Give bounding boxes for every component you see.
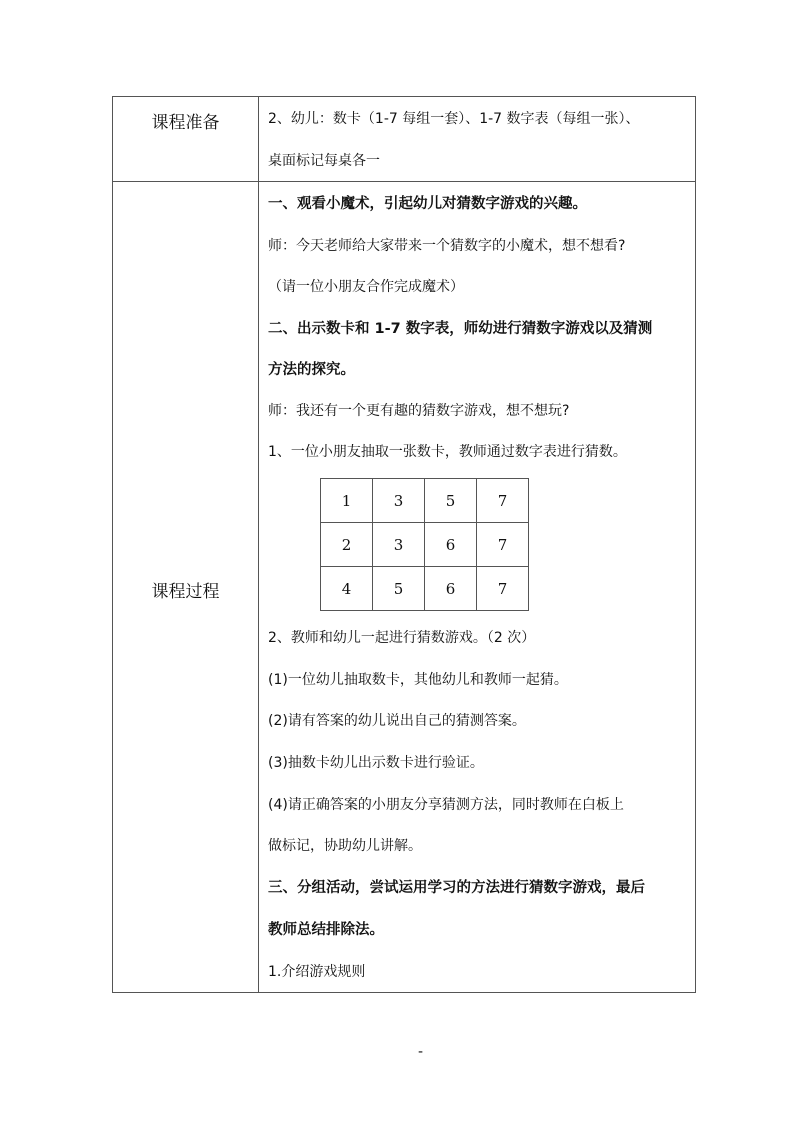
process-line: (1)一位幼儿抽取数卡，其他幼儿和教师一起猜。 <box>268 672 568 688</box>
process-line: (2)请有答案的幼儿说出自己的猜测答案。 <box>268 713 526 729</box>
number-table-row <box>321 567 529 611</box>
process-line: (3)抽数卡幼儿出示数卡进行验证。 <box>268 755 484 771</box>
column-divider <box>258 97 259 992</box>
number-cell: 7 <box>477 523 529 567</box>
process-line: 师：我还有一个更有趣的猜数字游戏，想不想玩? <box>268 403 570 419</box>
process-line: 师：今天老师给大家带来一个猜数字的小魔术，想不想看? <box>268 238 626 254</box>
preparation-line-2: 桌面标记每桌各一 <box>268 153 380 169</box>
row-label-process: 课程过程 <box>151 582 220 602</box>
process-heading-1: 一、观看小魔术，引起幼儿对猜数字游戏的兴趣。 <box>268 196 587 212</box>
number-cell: 6 <box>425 567 477 611</box>
process-heading-2: 二、出示数卡和 1-7 数字表，师幼进行猜数字游戏以及猜测 <box>268 321 653 337</box>
number-cell: 3 <box>373 479 425 523</box>
number-cell: 2 <box>321 523 373 567</box>
number-cell: 5 <box>373 567 425 611</box>
process-line: 2、教师和幼儿一起进行猜数游戏。（2 次） <box>268 630 536 646</box>
process-line: 做标记，协助幼儿讲解。 <box>268 838 422 854</box>
number-cell: 3 <box>373 523 425 567</box>
process-line: （请一位小朋友合作完成魔术） <box>268 279 464 295</box>
number-cell: 1 <box>321 479 373 523</box>
process-heading-3: 三、分组活动，尝试运用学习的方法进行猜数字游戏，最后 <box>268 880 645 896</box>
row-divider <box>113 181 695 182</box>
number-cell: 6 <box>425 523 477 567</box>
number-table <box>320 478 529 611</box>
number-table-row <box>321 523 529 567</box>
number-cell: 7 <box>477 479 529 523</box>
number-cell: 5 <box>425 479 477 523</box>
number-cell: 7 <box>477 567 529 611</box>
process-heading-3-cont: 教师总结排除法。 <box>268 922 384 938</box>
process-line: 1、一位小朋友抽取一张数卡，教师通过数字表进行猜数。 <box>268 444 627 460</box>
page-footer: - <box>418 1044 424 1060</box>
number-cell: 4 <box>321 567 373 611</box>
row-label-preparation: 课程准备 <box>151 113 220 133</box>
preparation-line-1: 2、幼儿：数卡（1-7 每组一套）、1-7 数字表（每组一张）、 <box>268 111 640 127</box>
process-line: 1.介绍游戏规则 <box>268 964 366 980</box>
lesson-plan-table <box>112 96 696 993</box>
number-table-row <box>321 479 529 523</box>
process-line: (4)请正确答案的小朋友分享猜测方法，同时教师在白板上 <box>268 797 624 813</box>
process-heading-2-cont: 方法的探究。 <box>268 362 355 378</box>
